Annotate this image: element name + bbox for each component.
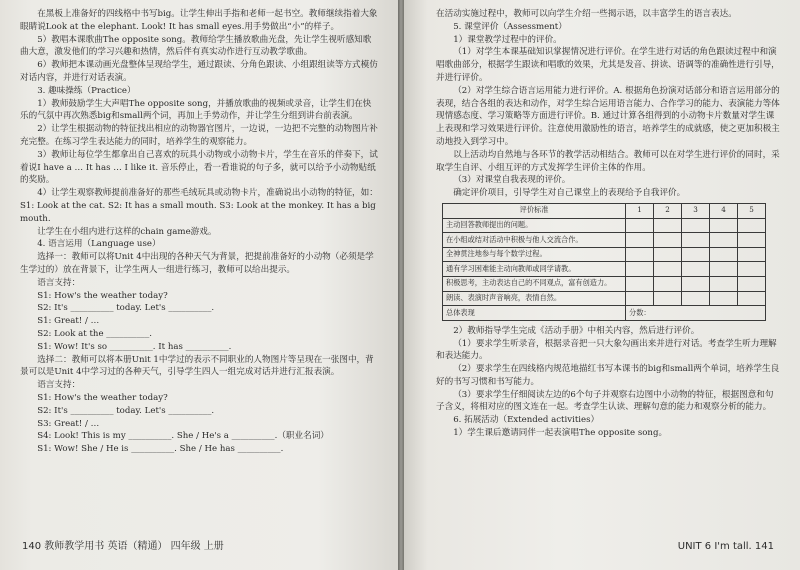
paragraph: （2）要求学生在四线格内规范地描红书写本课书的big和small两个单词，培养学生良好的书写习惯和书写能力。 [436, 364, 780, 387]
score-cell [710, 218, 738, 233]
paragraph: 2）教师指导学生完成《活动手册》中相关内容，然后进行评价。 [453, 325, 700, 336]
criteria-cell: 主动回答教师提出的问题。 [443, 218, 626, 233]
paragraph: 1）课堂教学过程中的评价。 [453, 34, 562, 45]
score-cell [737, 262, 765, 277]
score-cell [654, 247, 682, 262]
score-header: 2 [654, 203, 682, 218]
right-page [404, 0, 800, 570]
criteria-cell: 积极思考，主动表达自己的不同观点，富有创造力。 [443, 276, 626, 291]
section-heading: 6. 拓展活动（Extended activities） [453, 415, 600, 426]
paragraph: （1）要求学生听录音，根据录音把一只大象勾画出来并进行对话。考查学生听力理解和表达能力。 [436, 338, 777, 362]
score-cell [710, 276, 738, 291]
criteria-cell: 在小组或结对活动中积极与他人交流合作。 [443, 233, 626, 248]
right-page-text [436, 8, 782, 440]
table-row [443, 291, 766, 306]
table-row [443, 262, 766, 277]
score-cell [710, 247, 738, 262]
left-page-text [20, 8, 378, 456]
score-cell [654, 262, 682, 277]
criteria-cell: 朗读、表演时声音响亮，表情自然。 [443, 291, 626, 306]
score-header: 5 [737, 203, 765, 218]
left-page-footer: 140 教师教学用书 英语（精通） 四年级 上册 [22, 541, 224, 552]
language-support-label: 语言支持： [37, 277, 81, 288]
score-cell [654, 291, 682, 306]
criteria-cell: 通有学习困难能主动向教师或同学请教。 [443, 262, 626, 277]
dialogue-line: S1: How's the weather today? [37, 290, 168, 301]
score-cell [682, 247, 710, 262]
section-heading: 4. 语言运用（Language use） [37, 239, 161, 250]
table-row [443, 247, 766, 262]
language-support-label: 语言支持： [37, 380, 81, 391]
table-row [443, 218, 766, 233]
score-cell [626, 218, 654, 233]
score-cell [682, 262, 710, 277]
paragraph: 在活动实施过程中，教师可以向学生介绍一些揭示语，以丰富学生的语言表达。 [436, 9, 737, 19]
right-page-footer: UNIT 6 I'm tall. 141 [677, 541, 774, 552]
score-cell [654, 218, 682, 233]
left-page [0, 0, 398, 570]
score-cell [654, 276, 682, 291]
dialogue-line: S2: Look at the __________. [37, 328, 152, 339]
score-cell [682, 218, 710, 233]
table-total-row [443, 306, 766, 321]
score-cell [682, 276, 710, 291]
paragraph: 4）让学生观察教师提前准备好的那些毛绒玩具或动物卡片，准确说出小动物的特征，如：S1: Look at the cat. S2: It has a small mouth. S3: Look at the monkey. It has a big mouth. [20, 188, 378, 224]
score-header: 3 [682, 203, 710, 218]
score-cell [626, 262, 654, 277]
score-cell [626, 276, 654, 291]
dialogue-line: S3: Great! / … [37, 418, 100, 429]
score-cell [737, 247, 765, 262]
score-cell [710, 262, 738, 277]
paragraph: 以上活动均自然地与各环节的教学活动相结合。教师可以在对学生进行评价的同时，采取学生自评、小组互评的方式发挥学生评价主体的作用。 [436, 149, 780, 173]
dialogue-line: S1: Great! / … [37, 316, 100, 327]
table-row [443, 276, 766, 291]
score-cell [737, 291, 765, 306]
score-cell [626, 247, 654, 262]
paragraph: 6）教师把本课动画光盘整体呈现给学生，通过跟读、分角色跟读、小组跟组读等方式模仿对话内容，并进行对话表演。 [20, 60, 378, 83]
paragraph: 在黑板上准备好的四线格中书写big。让学生伸出手指和老师一起书空。教师继续指着大象眼睛说Look at the elephant. Look! It has small eyes.用手势做出“小”的样子。 [20, 9, 378, 32]
score-cell [626, 233, 654, 248]
dialogue-line: S1: Wow! It's so __________. It has __________. [37, 341, 232, 352]
paragraph: （3）要求学生仔细阅读左边的6个句子并观察右边图中小动物的特征，根据图意和句子含义，将相对应的图文连在一起。考查学生认读、理解句意的能力和观察分析的能力。 [436, 389, 774, 413]
dialogue-line: S1: How's the weather today? [37, 392, 168, 403]
paragraph: （2）对学生综合语言运用能力进行评价。A. 根据角色扮演对话部分和语言运用部分的表现，结合各组的表达和动作，对学生综合运用语言能力、合作学习的能力、表演能力等体现情感态度、学习策略等方面进行评价。B. 通过计算各组得到的小动物卡片数量对学生课上表现和学习效果进行评价。注意使用激励性的语言，培养学生的成就感，使之更加积极主动地投入到学习中。 [436, 85, 780, 147]
score-cell [654, 233, 682, 248]
total-score-cell: 分数： [626, 306, 766, 321]
table-row [443, 233, 766, 248]
paragraph: （3）对课堂自我表现的评价。 [453, 175, 571, 186]
score-cell [682, 291, 710, 306]
section-heading: 5. 课堂评价（Assessment） [453, 21, 567, 32]
score-cell [737, 233, 765, 248]
total-label-cell: 总体表现 [443, 306, 626, 321]
paragraph: 确定评价项目，引导学生对自己课堂上的表现给予自我评价。 [453, 188, 686, 199]
score-header: 4 [710, 203, 738, 218]
criteria-cell: 全神贯注地参与每个数学过程。 [443, 247, 626, 262]
paragraph: 3）教师让每位学生都拿出自己喜欢的玩具小动物或小动物卡片，学生在音乐的伴奏下，试着说I have a … It has … I like it. 音乐停止，看一看谁说的句子多，就可以给予小动物贴纸的奖励。 [20, 149, 378, 186]
score-header: 1 [626, 203, 654, 218]
paragraph: 选择一：教师可以将Unit 4中出现的各种天气为背景，把提前准备好的小动物（必须是学生学过的）放在背景下，让学生两人一组进行练习，教师可以给出提示。 [20, 252, 374, 275]
dialogue-line: S2: It's __________ today. Let's __________. [37, 303, 215, 314]
score-cell [626, 291, 654, 306]
table-header-row [443, 203, 766, 218]
paragraph: 1）学生课后邀请同伴一起表演唱The opposite song。 [453, 428, 668, 439]
criteria-header: 评价标准 [443, 203, 626, 218]
score-cell [737, 218, 765, 233]
self-assessment-table [442, 203, 766, 321]
paragraph: 选择二：教师可以将本册Unit 1中学过的表示不同职业的人物图片等呈现在一张图中，背景可以是Unit 4中学习过的各种天气，引导学生四人一组完成对话并进行汇报表演。 [20, 354, 374, 378]
score-cell [682, 233, 710, 248]
score-cell [710, 291, 738, 306]
score-cell [710, 233, 738, 248]
score-cell [737, 276, 765, 291]
paragraph: 1）教师鼓励学生大声唱The opposite song，并播放歌曲的视频或录音，让学生们在快乐的气氛中再次熟悉big和small两个词，再加上手势动作，并让学生分组到讲台前表演。 [20, 98, 372, 122]
paragraph: 让学生在小组内进行这样的chain game游戏。 [37, 226, 217, 237]
paragraph: 5）教唱本课歌曲The opposite song。教师给学生播放歌曲光盘，先让学生视听感知歌曲大意，激发他们的学习兴趣和热情，然后伴有真实动作进行互动教学歌曲。 [20, 34, 372, 58]
paragraph: 2）让学生根据动物的特征找出相应的动物器官图片，一边说，一边把不完整的动物图片补充完整。在练习学生表达能力的同时，培养学生的观察能力。 [20, 124, 378, 147]
section-heading: 3. 趣味操练（Practice） [37, 85, 136, 96]
dialogue-line: S4: Look! This is my __________. She / He's a __________.（职业名词） [37, 431, 329, 442]
paragraph: （1）对学生本课基础知识掌握情况进行评价。在学生进行对话的角色跟读过程中和演唱歌曲部分，根据学生跟读和唱歌的效果，尤其是发音、拼读、语调等的准确性进行引导，并进行评价。 [436, 47, 780, 83]
dialogue-line: S1: Wow! She / He is __________. She / He has __________. [37, 444, 284, 455]
dialogue-line: S2: It's __________ today. Let's __________. [37, 405, 215, 416]
